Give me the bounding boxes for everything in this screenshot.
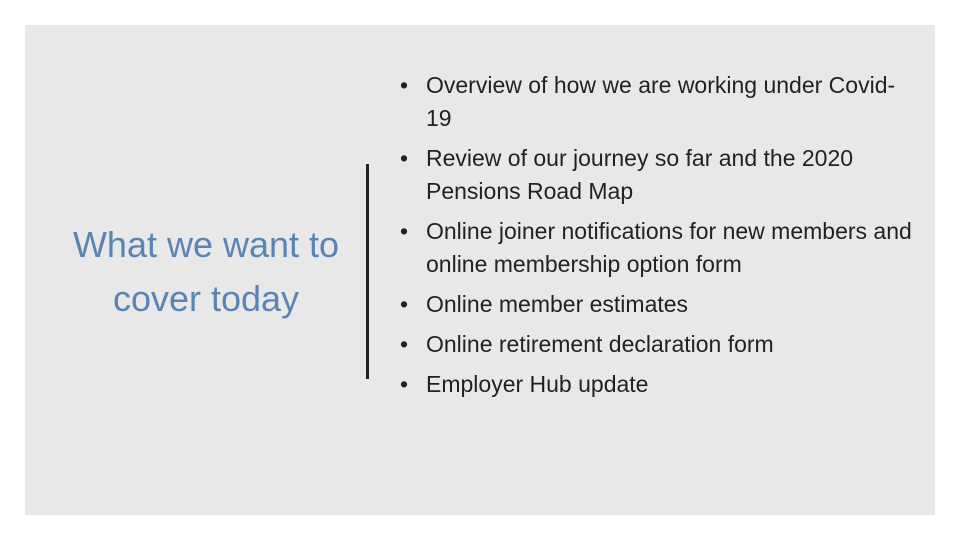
slide-title: What we want to cover today	[72, 224, 340, 319]
bullet-item-retirement-form	[400, 328, 920, 361]
bullet-text: Overview of how we are working under Covid-19	[426, 72, 896, 131]
bullet-text: Online retirement declaration form	[426, 331, 774, 357]
bullet-text: Employer Hub update	[426, 371, 649, 397]
bullet-icon: •	[400, 72, 409, 98]
bullet-item-joiner-notifications	[400, 215, 920, 281]
bullet-icon: •	[400, 291, 409, 317]
bullet-item-employer-hub	[400, 368, 920, 401]
bullet-item-road-map	[400, 142, 920, 208]
bullet-icon: •	[400, 145, 409, 171]
bullet-item-member-estimates	[400, 288, 920, 321]
bullet-text: Online joiner notifications for new members and online membership option form	[426, 218, 912, 277]
bullet-icon: •	[400, 218, 409, 244]
bullet-text: Online member estimates	[426, 291, 689, 317]
vertical-divider	[366, 164, 369, 379]
bullet-icon: •	[400, 331, 409, 357]
bullet-text: Review of our journey so far and the 2020 Pensions Road Map	[426, 145, 854, 204]
bullet-icon: •	[400, 371, 409, 397]
bullet-item-covid	[400, 69, 920, 135]
slide	[25, 25, 935, 515]
bullet-list	[400, 69, 920, 408]
